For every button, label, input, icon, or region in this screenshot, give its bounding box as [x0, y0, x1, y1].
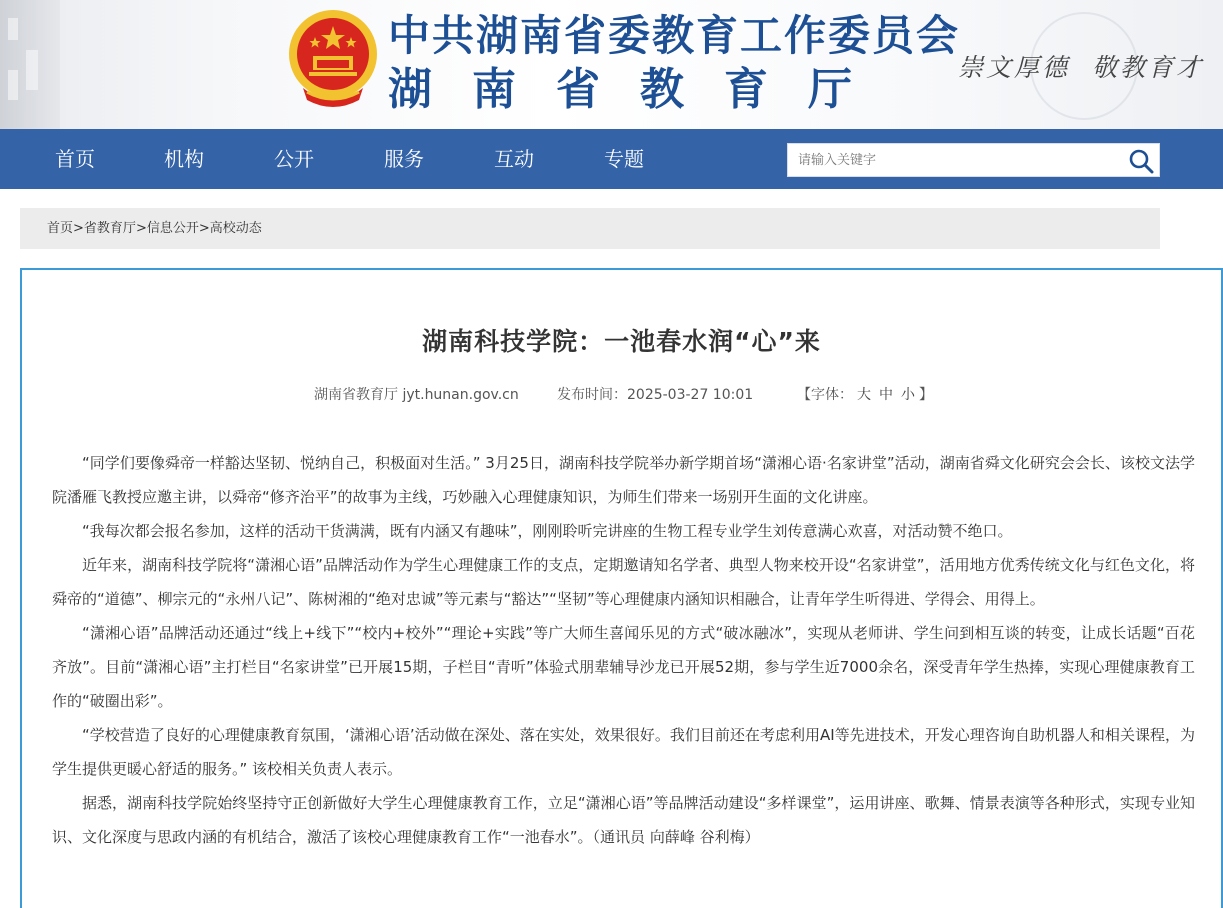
article-paragraph: “学校营造了良好的心理健康教育氛围，‘潇湘心语’活动做在深处、落在实处，效果很好。我们目前还在考虑利用AI等先进技术，开发心理咨询自助机器人和相关课程，为学生提供更暖心舒适的服务。” 该校相关负责人表示。 [52, 726, 1195, 778]
article-paragraph: 据悉，湖南科技学院始终坚持守正创新做好大学生心理健康教育工作，立足“潇湘心语”等品牌活动建设“多样课堂”，运用讲座、歌舞、情景表演等各种形式，实现专业知识、文化深度与思政内涵的有机结合，激活了该校心理健康教育工作“一池春水”。（通讯员 向薛峰 谷利梅） [52, 794, 1195, 846]
font-size-large[interactable]: 大 [857, 387, 871, 403]
breadcrumb-home[interactable]: 首页 [47, 221, 74, 236]
title-line-department: 湖南省教育厅 [388, 64, 892, 115]
font-size-medium[interactable]: 中 [879, 387, 893, 403]
banner-decoration [0, 0, 60, 129]
search-icon[interactable] [1127, 147, 1155, 175]
article-body [52, 446, 1195, 854]
nav-item-public[interactable]: 公开 [274, 147, 314, 171]
search-box [787, 143, 1160, 177]
breadcrumb-separator: > [198, 221, 210, 236]
article-panel [20, 268, 1223, 908]
site-title [388, 10, 960, 118]
article-source: 湖南省教育厅 jyt.hunan.gov.cn [314, 387, 519, 403]
title-line-committee: 中共湖南省委教育工作委员会 [388, 11, 961, 60]
site-banner [0, 0, 1223, 129]
publish-date-value: 2025-03-27 10:01 [627, 387, 754, 403]
main-nav [0, 129, 1223, 189]
breadcrumb-university-news[interactable]: 高校动态 [209, 221, 262, 236]
motto-right: 敬教育才 [1092, 53, 1205, 82]
nav-item-org[interactable]: 机构 [164, 147, 204, 171]
font-size-control [797, 384, 933, 404]
site-motto [958, 48, 1204, 84]
nav-item-service[interactable]: 服务 [384, 147, 424, 171]
article-title: 湖南科技学院：一池春水润“心”来 [422, 327, 821, 356]
motto-left: 崇文厚德 [958, 53, 1071, 82]
nav-item-home[interactable]: 首页 [55, 147, 95, 171]
article-paragraph: “我每次都会报名参加，这样的活动干货满满，既有内涵又有趣味”，刚刚聆听完讲座的生物工程专业学生刘传意满心欢喜，对活动赞不绝口。 [82, 522, 1013, 540]
font-size-end: 】 [919, 387, 933, 403]
publish-date-label: 发布时间： [557, 387, 627, 403]
article-paragraph: “潇湘心语”品牌活动还通过“线上+线下”“校内+校外”“理论+实践”等广大师生喜闻乐见的方式“破冰融冰”，实现从老师讲、学生问到相互谈的转变，让成长话题“百花齐放”。目前“潇湘心语”主打栏目“名家讲堂”已开展15期，子栏目“青听”体验式朋辈辅导沙龙已开展52期，参与学生近7000余名，深受青年学生热捧，实现心理健康教育工作的“破圈出彩”。 [52, 624, 1195, 710]
breadcrumb-info-public[interactable]: 信息公开 [146, 221, 199, 236]
national-emblem-icon [285, 4, 381, 112]
font-size-label: 【字体： [797, 387, 853, 403]
nav-item-topics[interactable]: 专题 [604, 147, 644, 171]
article-paragraph: 近年来，湖南科技学院将“潇湘心语”品牌活动作为学生心理健康工作的支点，定期邀请知名学者、典型人物来校开设“名家讲堂”，活用地方优秀传统文化与红色文化，将舜帝的“道德”、柳宗元的“永州八记”、陈树湘的“绝对忠诚”等元素与“豁达”“坚韧”等心理健康内涵知识相融合，让青年学生听得进、学得会、用得上。 [52, 556, 1195, 608]
breadcrumb-separator: > [73, 221, 84, 236]
search-input[interactable] [788, 144, 1118, 176]
font-size-small[interactable]: 小 [901, 387, 915, 403]
publish-date [557, 384, 753, 404]
nav-item-interact[interactable]: 互动 [494, 147, 534, 171]
breadcrumb-separator: > [135, 221, 147, 236]
breadcrumb [20, 208, 1160, 249]
breadcrumb-department[interactable]: 省教育厅 [83, 221, 136, 236]
article-paragraph: “同学们要像舜帝一样豁达坚韧、悦纳自己，积极面对生活。” 3月25日，湖南科技学院举办新学期首场“潇湘心语·名家讲堂”活动，湖南省舜文化研究会会长、该校文法学院潘雁飞教授应邀主讲，以舜帝“修齐治平”的故事为主线，巧妙融入心理健康知识，为师生们带来一场别开生面的文化讲座。 [52, 454, 1195, 506]
